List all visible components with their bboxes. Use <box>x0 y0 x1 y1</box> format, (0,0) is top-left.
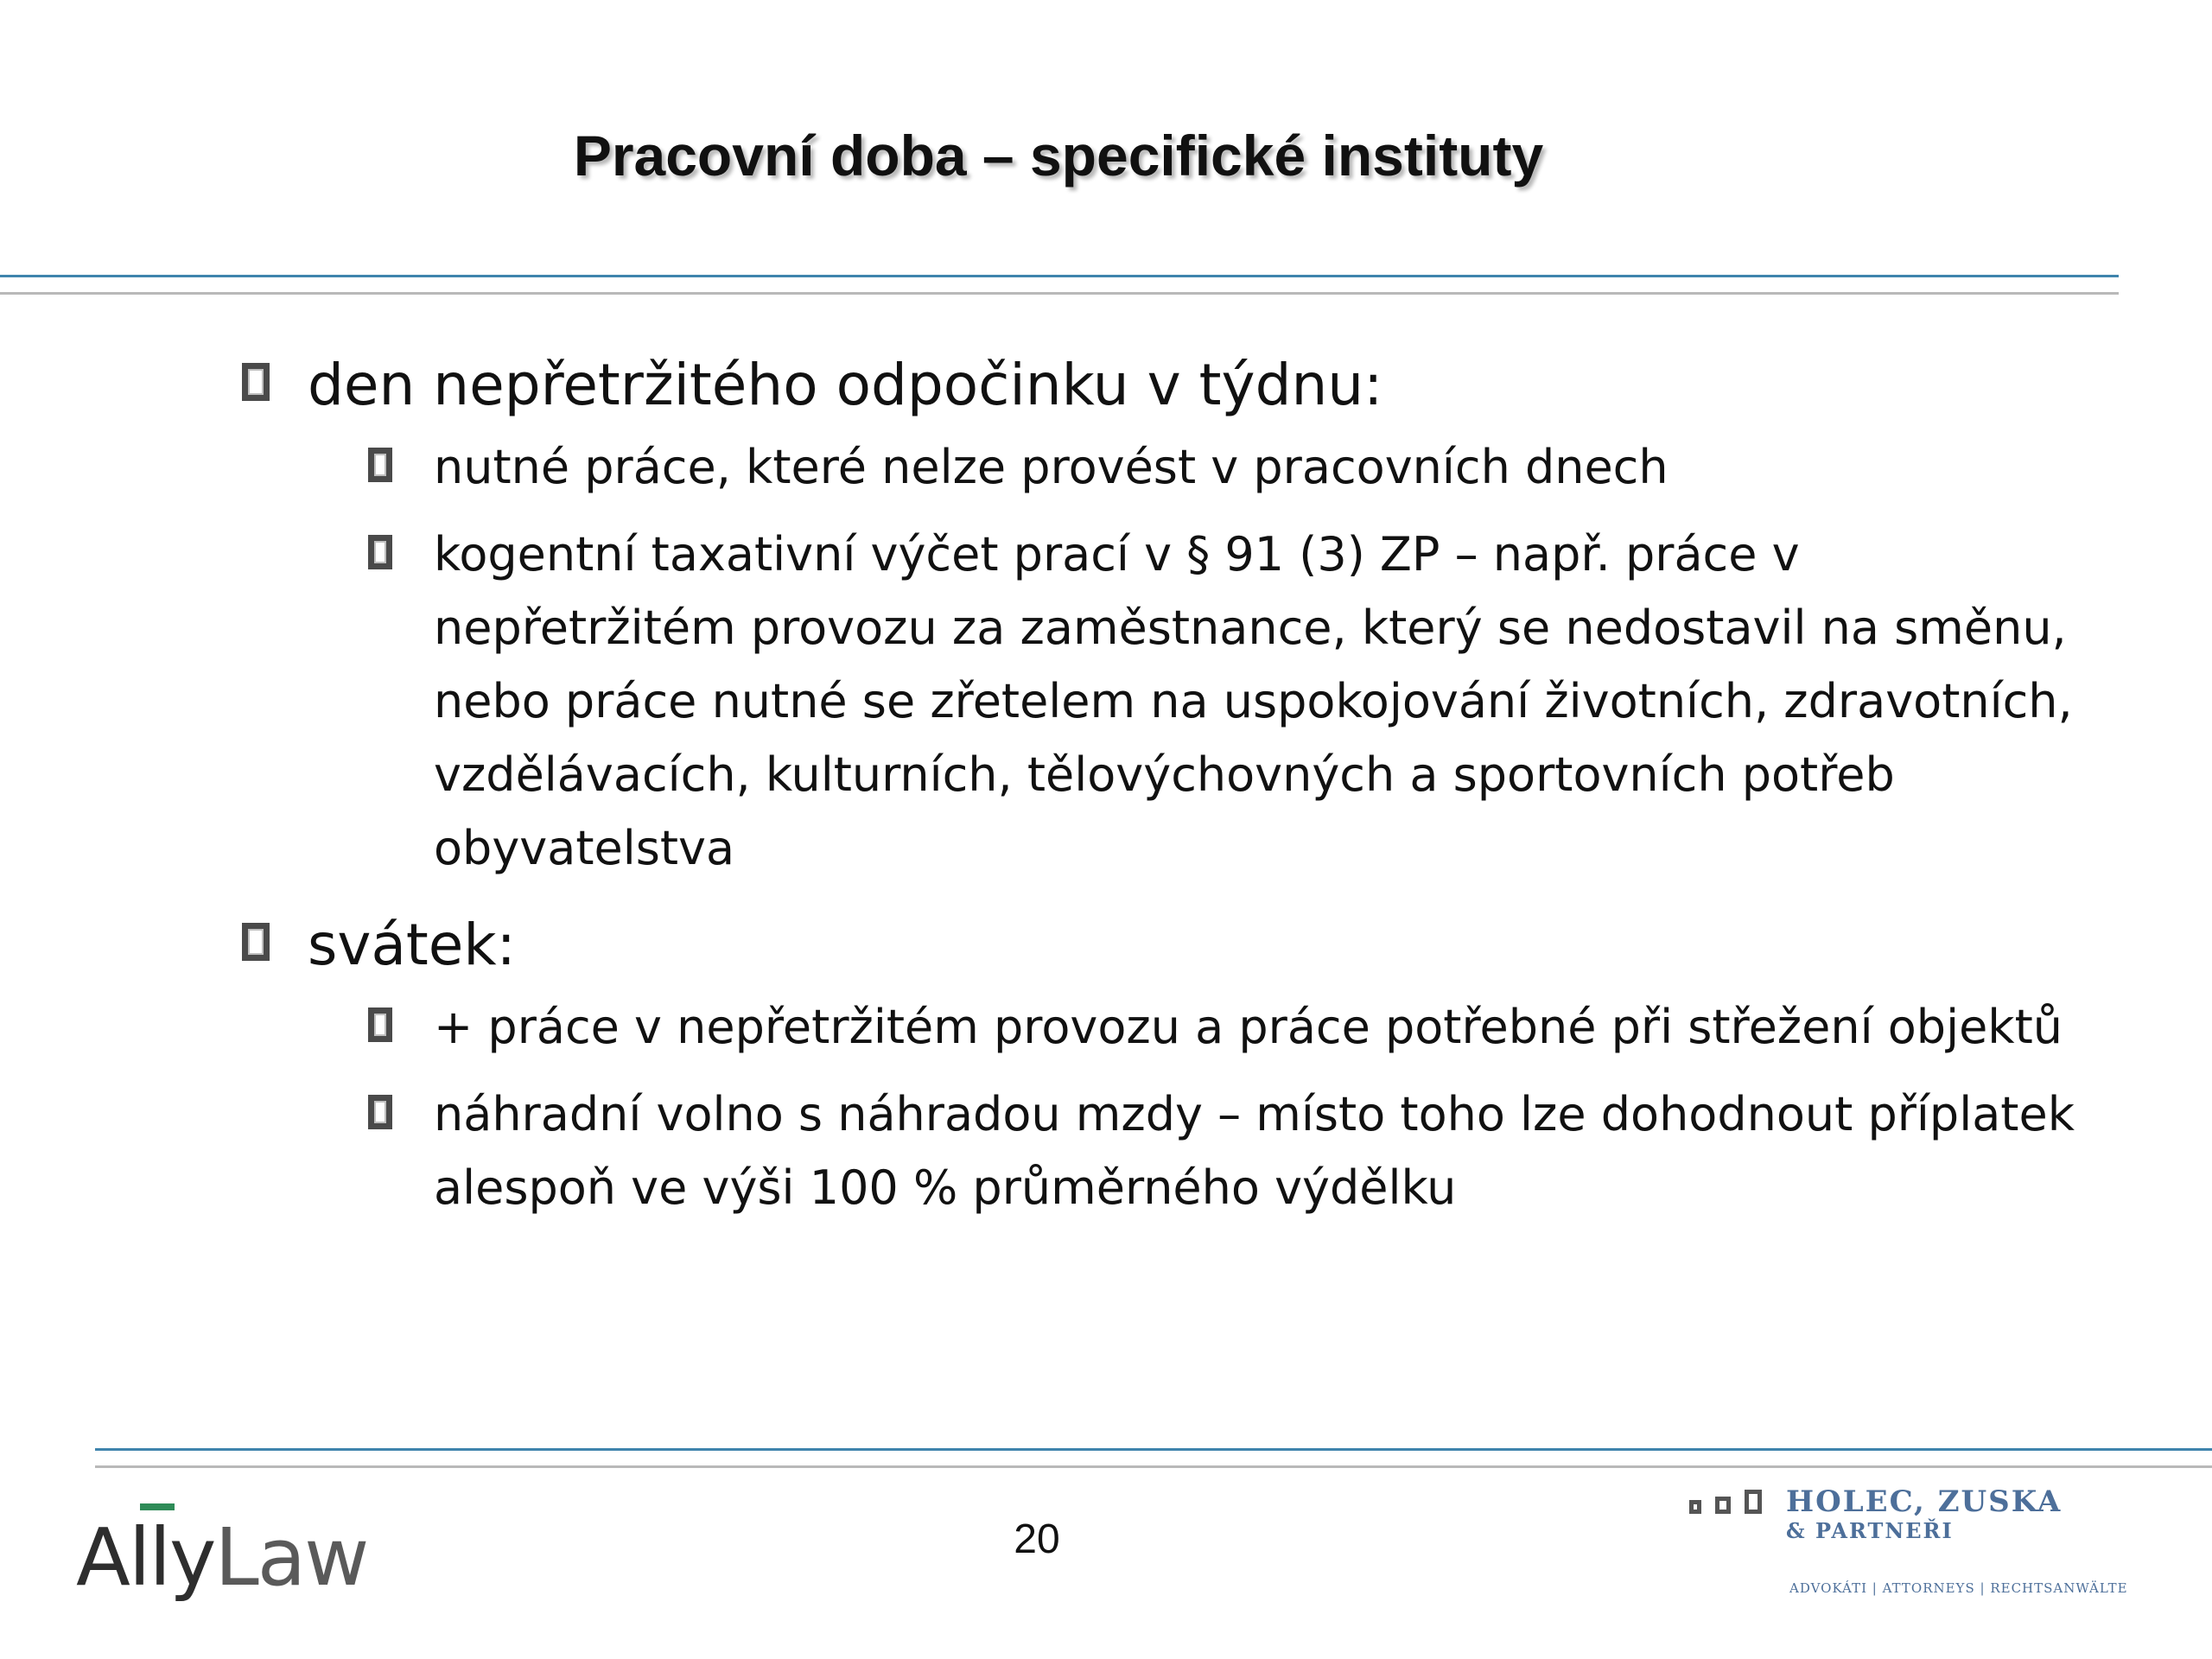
square-bullet-icon <box>242 923 270 961</box>
ally-logo-accent-bar <box>140 1503 175 1510</box>
page-number: 20 <box>1014 1516 1060 1562</box>
top-gray-rule <box>0 292 2119 295</box>
firm-tagline: ADVOKÁTI | ATTORNEYS | RECHTSANWÄLTE <box>1789 1580 2128 1596</box>
square-bullet-icon <box>368 535 392 569</box>
square-bullet-icon <box>368 448 392 482</box>
sub-bullet-item <box>368 518 2091 885</box>
bullet-text: svátek: <box>308 912 516 978</box>
sub-bullet-text: náhradní volno s náhradou mzdy – místo toho lze dohodnout příplatek alespoň ve výši 100 % průměrného výdělku <box>434 1087 2075 1215</box>
firm-name: HOLEC, ZUSKA <box>1786 1484 2063 1519</box>
slide-content <box>242 346 2091 1224</box>
square-bullet-icon <box>368 1095 392 1129</box>
top-blue-rule <box>0 275 2119 277</box>
law-logo-word: Law <box>214 1511 368 1604</box>
sub-bullet-item <box>368 430 2091 504</box>
square-bullet-icon <box>368 1007 392 1042</box>
sub-bullet-text: nutné práce, které nelze provést v pracovních dnech <box>434 440 1669 494</box>
logo-squares-icon <box>1689 1490 1762 1514</box>
ally-logo-text <box>76 1510 367 1605</box>
holec-zuska-logo <box>1689 1484 2173 1605</box>
bottom-gray-rule <box>95 1465 2212 1468</box>
firm-partners: & PARTNEŘI <box>1786 1518 1954 1543</box>
sub-bullet-item <box>368 990 2091 1064</box>
bottom-blue-rule <box>95 1448 2212 1451</box>
slide-title: Pracovní doba – specifické instituty <box>573 124 1544 188</box>
bullet-item-holiday <box>242 906 2091 985</box>
ally-logo-word: Ally <box>76 1511 215 1604</box>
square-bullet-icon <box>242 363 270 401</box>
sub-bullet-text: + práce v nepřetržitém provozu a práce potřebné při střežení objektů <box>434 1000 2063 1054</box>
ally-law-logo <box>76 1503 422 1616</box>
bullet-text: den nepřetržitého odpočinku v týdnu: <box>308 352 1383 418</box>
sub-bullet-text: kogentní taxativní výčet prací v § 91 (3) ZP – např. práce v nepřetržitém provozu za zaměstnance, který se nedostavil na směnu, nebo práce nutné se zřetelem na uspokojování životních, zdravotních, vzdělávacích, kulturních, tělovýchovných a sportovních potřeb obyvatelstva <box>434 527 2073 875</box>
sub-bullet-item <box>368 1077 2091 1224</box>
bullet-item-rest-day <box>242 346 2091 425</box>
